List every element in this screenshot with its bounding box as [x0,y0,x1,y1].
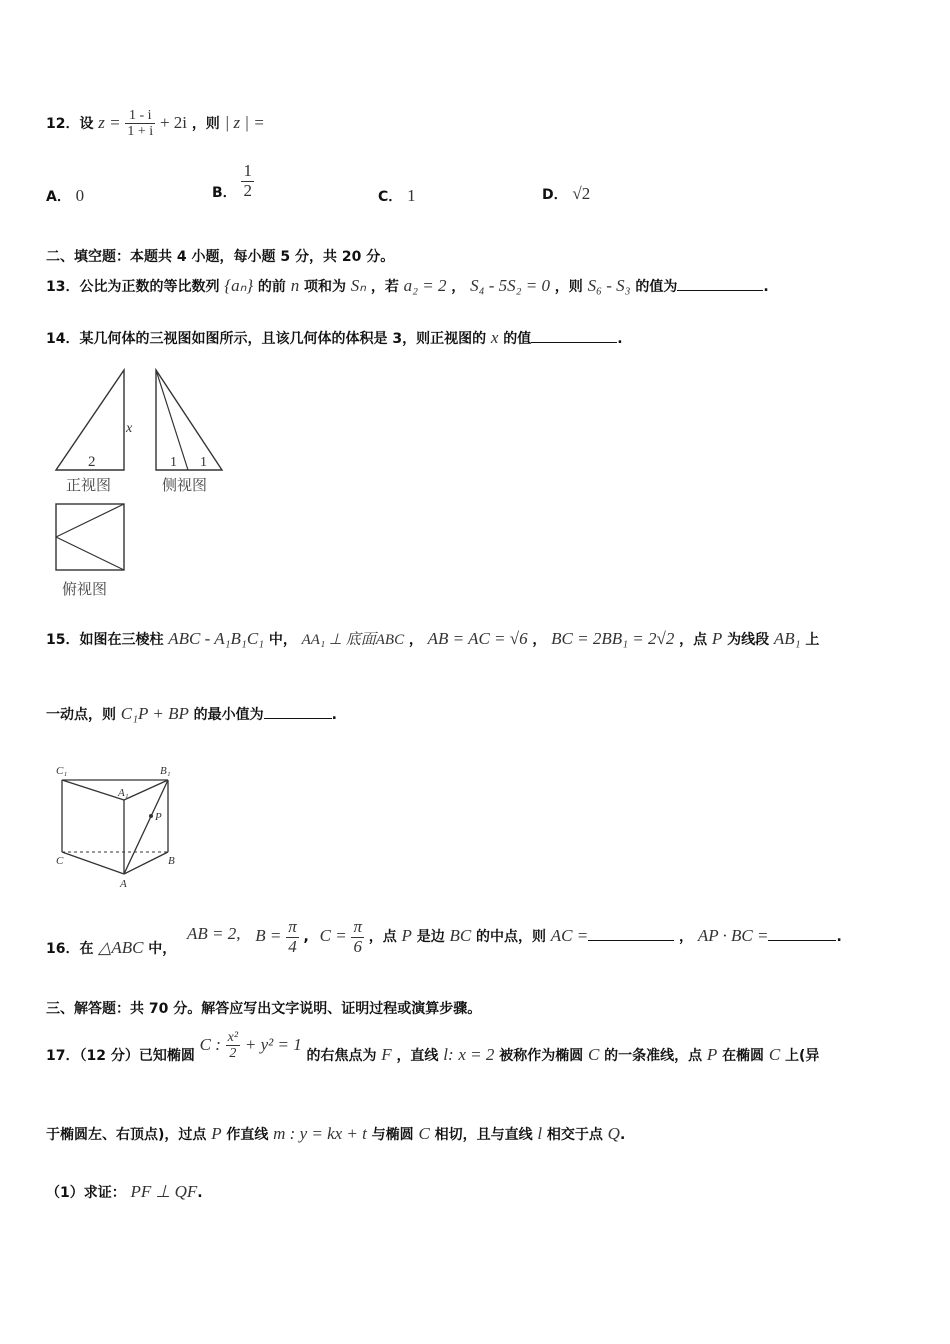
side-view-label-a: 1 [170,455,177,470]
q15-prism: ABC - A₁B₁C₁ [168,629,265,648]
q15-expr: C₁P + BP [120,704,189,723]
top-view-line-1 [56,504,124,537]
svg-text:P: P [155,811,162,823]
top-view-shape [56,504,124,570]
q16-line: 16．在 △ABC 中， AB = 2, B = $\frac{\pi}{4}$ , C = $\frac{\pi}{6}$ ，点 P 是边 BC 的中点，则 AC = ， AP · BC = . [46,917,842,958]
q17-line-m: m : y = kx + t [273,1124,367,1143]
section-3-heading: 三、解答题：共 70 分。解答应写出文字说明、证明过程或演算步骤。 [46,1001,482,1017]
q13-cond2: S₄ - 5S₂ = 0 [470,276,551,295]
q15-line-1: 15．如图在三棱柱 ABC - A₁B₁C₁ 中， AA₁ ⊥ 底面ABC ， AB = AC = √6 ， BC = 2BB₁ = 2√2 ，点 P 为线段 AB₁ 上 [46,629,820,648]
svg-text:A₁: A₁ [118,787,129,799]
q12-fraction: $\frac{1 - i}{1 + i}$ [127,108,154,140]
q16-ac-blank [588,926,674,941]
section-2-heading: 二、填空题：本题共 4 小题，每小题 5 分，共 20 分。 [46,249,395,265]
svg-text:C: C [56,855,64,867]
q15-answer-blank [264,704,332,719]
q12-z: z = [98,112,121,132]
front-view-x-label: x [126,421,133,436]
q12-option-d: D． √2 [542,184,591,203]
top-view-line-2 [56,537,124,570]
q13-cond1: a₂ = 2 [403,276,447,295]
side-view-label-b: 1 [200,455,207,470]
front-view-base-label: 2 [88,454,96,470]
q12-plus: + 2i [159,112,188,132]
q13-line: 13．公比为正数的等比数列 {aₙ} 的前 n 项和为 Sₙ ，若 a₂ = 2 ， S₄ - 5S₂ = 0 ，则 S₆ - S₃ 的值为 . [46,276,769,295]
q17-line-2: 于椭圆左、右顶点)，过点 P 作直线 m : y = kx + t 与椭圆 C 相切，且与直线 l 相交于点 Q. [46,1124,626,1143]
q14-answer-blank [531,328,617,343]
q15-line-2: 一动点，则 C₁P + BP 的最小值为 . [46,704,337,723]
side-view-shape [156,370,222,470]
svg-text:A: A [120,878,127,890]
q13-answer-blank [677,276,763,291]
q12-then: ，则 [191,115,220,132]
q17-line-1: 17．（12 分）已知椭圆 C : $\frac{\text{x²}}{2}$ + y² = 1 的右焦点为 F ，直线 l: x = 2 被称作为椭圆 C 的一条准线，点 P 在椭圆 C 上(异 [46,1030,820,1064]
q12-abs: | z | = [224,112,265,132]
top-view-caption: 俯视图 [62,580,108,598]
front-view-caption: 正视图 [66,476,112,494]
q16-c1: AB = 2, [187,924,241,944]
q12-option-a: A． 0 [46,186,85,205]
q13-seq: {aₙ} [224,276,254,295]
q14-line: 14．某几何体的三视图如图所示，且该几何体的体积是 3，则正视图的 x 的值 . [46,328,623,347]
q15-eq1: AB = AC = √6 [427,629,528,648]
q12-option-c: C． 1 [378,186,416,205]
q13-expr: S₆ - S₃ [587,276,631,295]
q17-part-1: （1）求证： PF ⊥ QF. [46,1182,203,1201]
q12-option-b-fraction: $\frac{1}{2}$ [243,161,252,200]
q15-perp: AA₁ ⊥ 底面ABC [301,632,405,648]
q17-claim: PF ⊥ QF [130,1182,198,1201]
q12-number: 12．设 [46,115,94,132]
point-p [149,814,153,818]
q16-dot-blank [768,926,836,941]
q15-eq2: BC = 2BB₁ = 2√2 [551,629,675,648]
side-view-caption: 侧视图 [162,476,208,494]
q15-prism-figure [50,760,200,895]
svg-text:B: B [168,855,175,867]
svg-text:C₁: C₁ [56,765,68,777]
q12-line [46,108,265,140]
svg-text:B₁: B₁ [160,765,171,777]
q12-option-b: B． $\frac{1}{2}$ [212,161,252,202]
